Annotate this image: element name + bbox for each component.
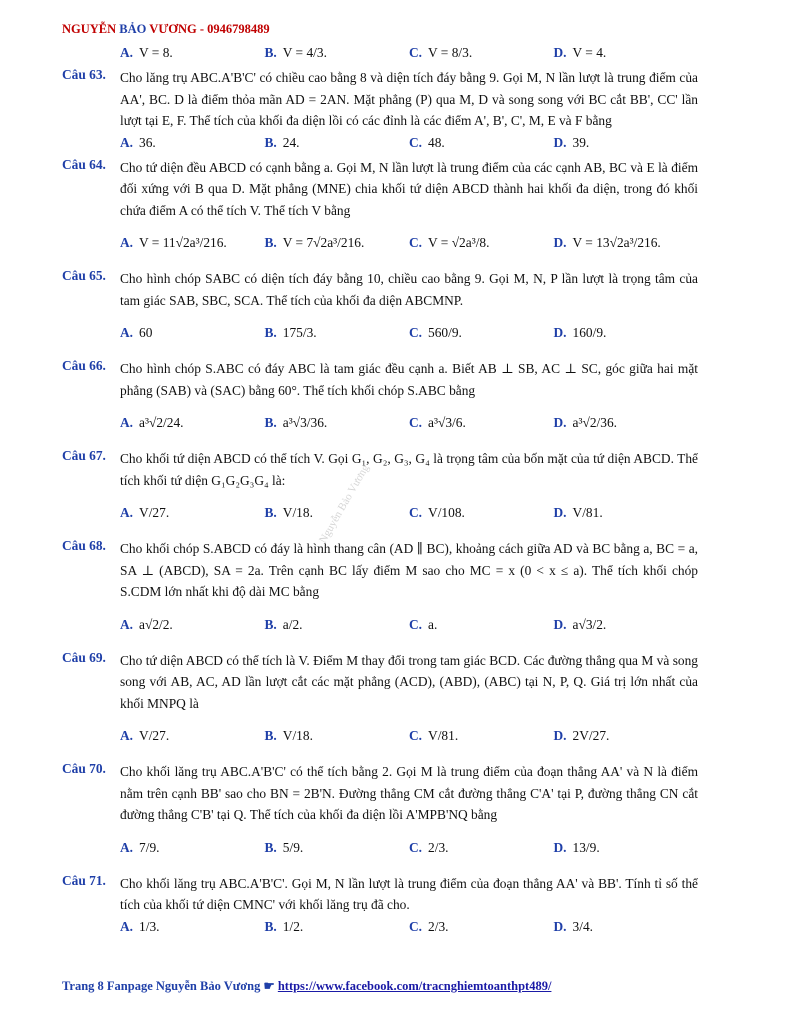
question-text: Cho lăng trụ ABC.A'B'C' có chiều cao bằng 8 và diện tích đáy bằng 9. Gọi M, N lần lượt là trung điểm của AA', BC. D là điểm thỏa mãn AD = 2AN. Mặt phẳng (P) qua M, D và song song với BC cắt BB', CC' lần lượt tại E, F. Thể tích của khối đa diện lồi có các đỉnh là các điểm A', B', C', M, E và F bằng [120, 70, 698, 128]
page-footer [62, 978, 551, 994]
option-d[interactable]: D. 13/9. [553, 839, 600, 855]
option-c[interactable]: C. 48. [409, 134, 445, 150]
option-a[interactable]: A. V/27. [120, 505, 170, 520]
answer-options [120, 916, 698, 938]
answer-options [120, 714, 698, 758]
option-b[interactable]: B. V = 4/3. [264, 45, 327, 60]
option-a[interactable]: A. V/27. [120, 728, 170, 743]
question-list [62, 42, 698, 938]
header-author-mid: BẢO [119, 22, 147, 36]
header-phone: VƯƠNG - 0946798489 [146, 22, 270, 36]
option-a[interactable]: A. 1/3. [120, 918, 160, 934]
option-c[interactable]: C. 560/9. [409, 325, 462, 340]
question-text: Cho hình chóp S.ABC có đáy ABC là tam giác đều cạnh a. Biết AB ⊥ SB, AC ⊥ SC, góc giữa hai mặt phẳng (SAB) và (SAC) bằng 60°. Thể tích khối chóp S.ABC bằng [120, 361, 698, 398]
option-b[interactable]: B. V/18. [264, 505, 313, 520]
option-c[interactable]: C. 2/3. [409, 839, 449, 855]
option-c[interactable]: C. V/81. [409, 728, 459, 743]
option-b[interactable]: B. 24. [264, 134, 300, 150]
question-66: Câu 66. Cho hình chóp S.ABC có đáy ABC là tam giác đều cạnh a. Biết AB ⊥ SB, AC ⊥ SC, góc giữa hai mặt phẳng (SAB) và (SAC) bằng 60°. Thể tích khối chóp S.ABC bằng A. a³√2/24. B. a³√3/36. C. a³√3/6. D. a³√2/36. [62, 358, 698, 445]
option-c[interactable]: C. a. [409, 616, 438, 632]
answer-options [120, 826, 698, 870]
question-text: Cho khối chóp S.ABCD có đáy là hình thang cân (AD ∥ BC), khoảng cách giữa AD và BC bằng a, BC = a, SA ⊥ (ABCD), SA = 2a. Trên cạnh BC lấy điểm M sao cho MC = x (0 < x ≤ a). Thể tích khối chóp S.CDM lớn nhất khi độ dài MC bằng [120, 541, 698, 599]
answer-options [120, 311, 698, 355]
option-d[interactable]: D. 3/4. [553, 918, 593, 934]
q62-options [120, 42, 698, 64]
option-d[interactable]: D. 39. [553, 134, 590, 150]
answer-options [120, 132, 698, 154]
option-d[interactable]: D. a√3/2. [553, 616, 607, 632]
answer-options [120, 603, 698, 647]
answer-options [120, 221, 698, 265]
question-67: Câu 67. Cho khối tứ diện ABCD có thể tích V. Gọi G₁, G₂, G₃, G₄ là trọng tâm của bốn mặt của tứ diện ABCD. Thể tích khối tứ diện G₁G₂G₃G₄ là: A. V/27. B. V/18. C. V/108. D. V/81. [62, 448, 698, 535]
option-a[interactable]: A. V = 11√2a³/216. [120, 235, 227, 250]
option-c[interactable]: C. V = 8/3. [409, 45, 473, 60]
option-d[interactable]: D. V = 4. [553, 45, 607, 60]
question-68: Câu 68. Cho khối chóp S.ABCD có đáy là hình thang cân (AD ∥ BC), khoảng cách giữa AD và BC bằng a, BC = a, SA ⊥ (ABCD), SA = 2a. Trên cạnh BC lấy điểm M sao cho MC = x (0 < x ≤ a). Thể tích khối chóp S.CDM lớn nhất khi độ dài MC bằng A. a√2/2. B. a/2. C. a. D. a√3/2. [62, 538, 698, 647]
question-70: Câu 70. Cho khối lăng trụ ABC.A'B'C' có thể tích bằng 2. Gọi M là trung điểm của đoạn thẳng AA' và N là điểm nằm trên cạnh BB' sao cho BN = 2B'N. Đường thẳng CM cắt đường thẳng C'A' tại P, đường thẳng CN cắt đường thẳng C'B' tại Q. Thể tích của khối đa diện lồi A'MPB'NQ bằng A. 7/9. B. 5/9. C. 2/3. D. 13/9. [62, 761, 698, 870]
option-b[interactable]: B. V = 7√2a³/216. [264, 235, 365, 250]
footer-text: Trang 8 Fanpage Nguyễn Bảo Vương ☛ [62, 979, 278, 993]
question-64: Câu 64. Cho tứ diện đều ABCD có cạnh bằng a. Gọi M, N lần lượt là trung điểm của các cạnh AB, BC và E là điểm đối xứng với B qua D. Mặt phẳng (MNE) chia khối tứ diện ABCD thành hai khối đa diện, trong đó khối chứa điểm A có thể tích V. Thể tích V bằng A. V = 11√2a³/216. B. V = 7√2a³/216. C. V = √2a³/8. D. V = 13√2a³/216. [62, 157, 698, 266]
option-b[interactable]: B. a/2. [264, 616, 303, 632]
option-d[interactable]: D. V = 13√2a³/216. [553, 235, 661, 250]
page-header [62, 22, 270, 37]
question-text: Cho khối lăng trụ ABC.A'B'C' có thể tích bằng 2. Gọi M là trung điểm của đoạn thẳng AA' và N là điểm nằm trên cạnh BB' sao cho BN = 2B'N. Đường thẳng CM cắt đường thẳng C'A' tại P, đường thẳng CN cắt đường thẳng C'B' tại Q. Thể tích của khối đa diện lồi A'MPB'NQ bằng [120, 764, 698, 822]
option-c[interactable]: C. a³√3/6. [409, 415, 466, 430]
answer-options [120, 401, 698, 445]
watermark: Nguyễn Bảo Vương [316, 462, 372, 546]
question-text: Cho tứ diện ABCD có thể tích là V. Điểm M thay đổi trong tam giác BCD. Các đường thẳng qua M và song song với AB, AC, AD lần lượt cắt các mặt phẳng (ACD), (ABD), (ABC) tại N, P, Q. Giá trị lớn nhất của khối MNPQ là [120, 652, 698, 711]
option-c[interactable]: C. 2/3. [409, 918, 449, 934]
option-b[interactable]: B. V/18. [264, 728, 313, 743]
facebook-link[interactable]: https://www.facebook.com/tracnghiemtoanthpt489/ [277, 979, 552, 993]
question-65: Câu 65. Cho hình chóp SABC có diện tích đáy bằng 10, chiều cao bằng 9. Gọi M, N, P lần lượt là trọng tâm của tam giác SAB, SBC, SCA. Thể tích của khối đa diện ABCMNP. A. 60 B. 175/3. C. 560/9. D. 160/9. [62, 268, 698, 355]
option-d[interactable]: D. 160/9. [553, 325, 607, 340]
option-a[interactable]: A. a³√2/24. [120, 415, 184, 430]
question-text: Cho khối lăng trụ ABC.A'B'C'. Gọi M, N lần lượt là trung điểm của đoạn thẳng AA' và BB'. Tính tỉ số thể tích của khối tứ diện CMNC' với khối lăng trụ đã cho. [120, 875, 698, 912]
option-c[interactable]: C. V = √2a³/8. [409, 235, 490, 250]
question-69: Câu 69. Cho tứ diện ABCD có thể tích là V. Điểm M thay đổi trong tam giác BCD. Các đường thẳng qua M và song song với AB, AC, AD lần lượt cắt các mặt phẳng (ACD), (ABD), (ABC) tại N, P, Q. Giá trị lớn nhất của khối MNPQ là A. V/27. B. V/18. C. V/81. D. 2V/27. [62, 650, 698, 759]
option-a[interactable]: A. a√2/2. [120, 616, 173, 632]
option-d[interactable]: D. 2V/27. [553, 728, 610, 743]
option-a[interactable]: A. 7/9. [120, 839, 160, 855]
question-63: Câu 63. Cho lăng trụ ABC.A'B'C' có chiều cao bằng 8 và diện tích đáy bằng 9. Gọi M, N lần lượt là trung điểm của AA', BC. D là điểm thỏa mãn AD = 2AN. Mặt phẳng (P) qua M, D và song song với BC cắt BB', CC' lần lượt tại E, F. Thể tích của khối đa diện lồi có các đỉnh là các điểm A', B', C', M, E và F bằng A. 36. B. 24. C. 48. D. 39. [62, 67, 698, 154]
question-text: Cho tứ diện đều ABCD có cạnh bằng a. Gọi M, N lần lượt là trung điểm của các cạnh AB, BC và E là điểm đối xứng với B qua D. Mặt phẳng (MNE) chia khối tứ diện ABCD thành hai khối đa diện, trong đó khối chứa điểm A có thể tích V. Thể tích V bằng [120, 159, 698, 218]
question-text: Cho khối tứ diện ABCD có thể tích V. Gọi G₁, G₂, G₃, G₄ là trọng tâm của bốn mặt của tứ diện ABCD. Thể tích khối tứ diện G₁G₂G₃G₄ là: [120, 451, 698, 488]
header-author: NGUYỄN [62, 22, 120, 36]
option-d[interactable]: D. a³√2/36. [553, 415, 617, 430]
question-71: Câu 71. Cho khối lăng trụ ABC.A'B'C'. Gọi M, N lần lượt là trung điểm của đoạn thẳng AA' và BB'. Tính tỉ số thể tích của khối tứ diện CMNC' với khối lăng trụ đã cho. A. 1/3. B. 1/2. C. 2/3. D. 3/4. [62, 873, 698, 938]
option-a[interactable]: A. 36. [120, 134, 156, 150]
option-b[interactable]: B. 5/9. [264, 839, 304, 855]
option-b[interactable]: B. a³√3/36. [264, 415, 328, 430]
answer-options [120, 491, 698, 535]
question-text: Cho hình chóp SABC có diện tích đáy bằng 10, chiều cao bằng 9. Gọi M, N, P lần lượt là trọng tâm của tam giác SAB, SBC, SCA. Thể tích của khối đa diện ABCMNP. [120, 271, 698, 308]
option-d[interactable]: D. V/81. [553, 505, 603, 520]
option-b[interactable]: B. 1/2. [264, 918, 304, 934]
option-b[interactable]: B. 175/3. [264, 325, 317, 340]
option-a[interactable]: A. 60 [120, 325, 153, 340]
option-c[interactable]: C. V/108. [409, 505, 465, 520]
option-a[interactable]: A. V = 8. [120, 45, 173, 60]
